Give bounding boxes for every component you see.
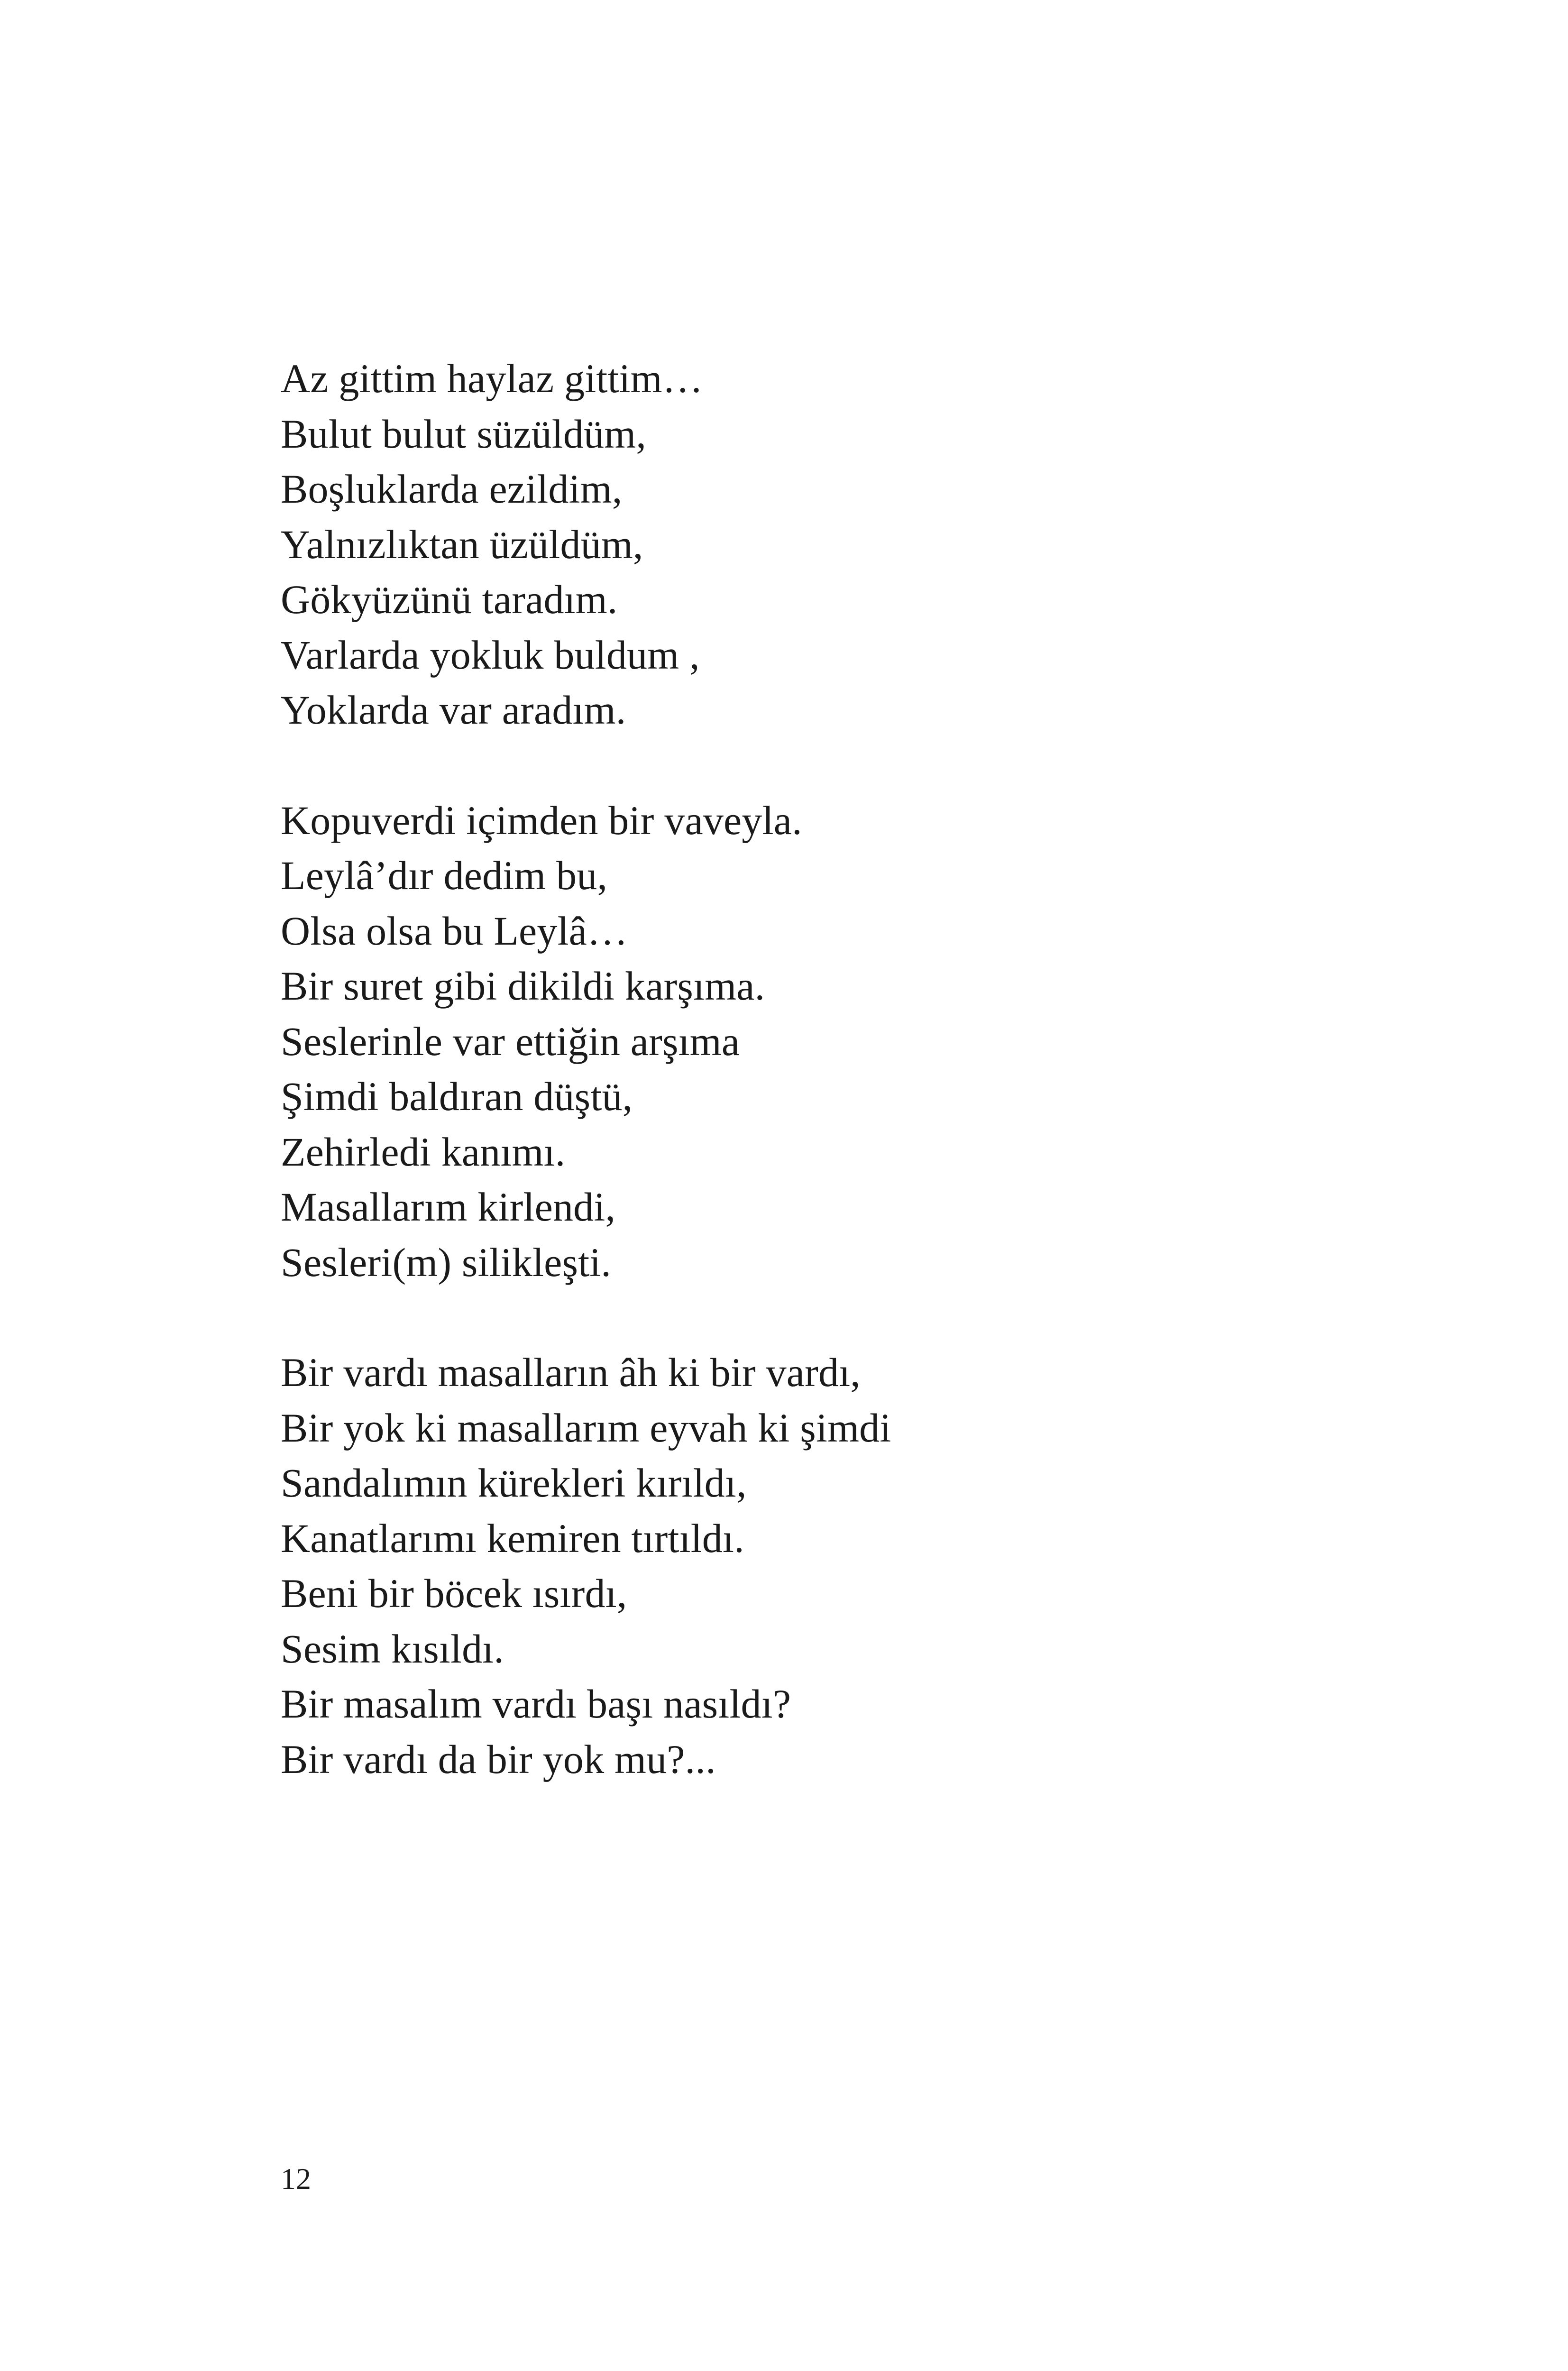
poem-line: Yalnızlıktan üzüldüm, xyxy=(281,521,643,567)
poem-line: Masallarım kirlendi, xyxy=(281,1184,616,1230)
poem-line: Seslerinle var ettiğin arşıma xyxy=(281,1018,740,1064)
poem-line: Bir suret gibi dikildi karşıma. xyxy=(281,963,765,1009)
poem-line: Varlarda yokluk buldum , xyxy=(281,632,700,678)
poem-line: Leylâ’dır dedim bu, xyxy=(281,853,608,898)
poem xyxy=(281,351,1324,1787)
page-number: 12 xyxy=(281,2162,311,2196)
poem-line: Kopuverdi içimden bir vaveyla. xyxy=(281,797,802,843)
stanza-1 xyxy=(281,351,1324,738)
poem-line: Zehirledi kanımı. xyxy=(281,1129,566,1175)
poem-line: Bir vardı masalların âh ki bir vardı, xyxy=(281,1350,861,1395)
poem-line: Yoklarda var aradım. xyxy=(281,687,626,733)
poem-line: Olsa olsa bu Leylâ… xyxy=(281,908,628,954)
poem-line: Boşluklarda ezildim, xyxy=(281,466,623,512)
stanza-3 xyxy=(281,1345,1324,1787)
poem-line: Bulut bulut süzüldüm, xyxy=(281,411,647,457)
poem-line: Sandalımın kürekleri kırıldı, xyxy=(281,1460,747,1506)
poem-line: Gökyüzünü taradım. xyxy=(281,577,618,622)
poem-line: Sesleri(m) silikleşti. xyxy=(281,1239,612,1285)
poem-line: Beni bir böcek ısırdı, xyxy=(281,1571,627,1616)
poem-line: Kanatlarımı kemiren tırtıldı. xyxy=(281,1515,744,1561)
poem-line: Bir yok ki masallarım eyvah ki şimdi xyxy=(281,1405,891,1451)
poem-line: Bir vardı da bir yok mu?... xyxy=(281,1736,716,1782)
poem-line: Az gittim haylaz gittim… xyxy=(281,356,703,401)
poem-line: Sesim kısıldı. xyxy=(281,1626,504,1672)
poem-line: Bir masalım vardı başı nasıldı? xyxy=(281,1681,791,1727)
stanza-2 xyxy=(281,793,1324,1290)
poem-line: Şimdi baldıran düştü, xyxy=(281,1074,633,1119)
